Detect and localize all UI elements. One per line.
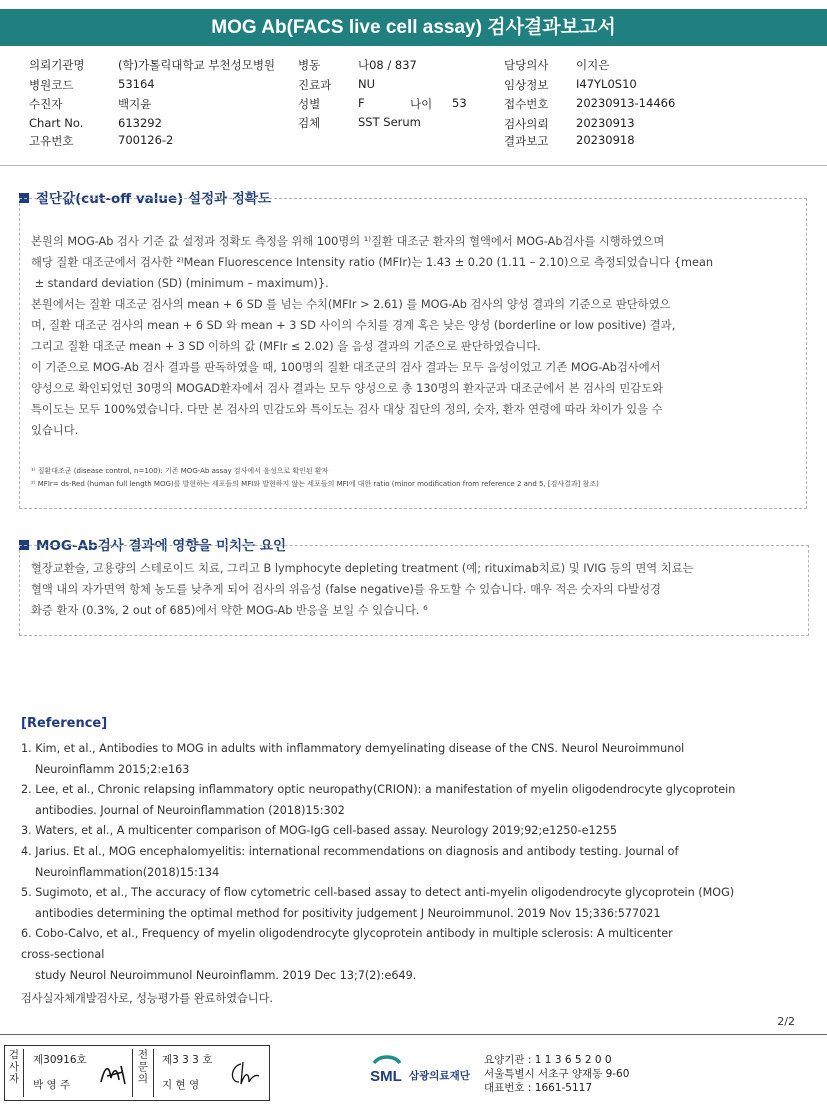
reference-line: cross-sectional: [21, 947, 105, 961]
page-number: 2/2: [777, 1015, 795, 1028]
dept-value: NU: [358, 77, 376, 91]
reference-line: Neuroinflamm 2015;2:e163: [35, 762, 190, 776]
org-logo: [366, 1051, 406, 1091]
age-value: 53: [452, 96, 467, 110]
org-name: 삼광의료재단: [409, 1070, 470, 1082]
reference-line: 3. Waters, et al., A multicenter comparison of MOG-IgG cell-based assay. Neurology 2019;92;e1250-e1255: [21, 824, 617, 838]
reference-line: 2. Lee, et al., Chronic relapsing inflammatory optic neuropathy(CRION): a manifestation of myelin oligodendrocyte glycoprotein: [21, 783, 736, 797]
reference-line: antibodies determining the optimal method for positivity judgement J Neuroimmunol. 2019 Nov 15;336:577021: [35, 906, 661, 920]
specialist-license: 제3 3 3 호: [162, 1054, 213, 1066]
receipt-value: 20230913-14466: [576, 96, 676, 110]
reference-line: 5. Sugimoto, et al., The accuracy of flow cytometric cell-based assay to detect anti-myelin oligodendrocyte glycoprotein (MOG): [21, 886, 735, 900]
footnote-1: ¹⁾ 질환대조군 (disease control, n=100): 기존 MOG-Ab assay 검사에서 음성으로 확인된 환자: [31, 467, 329, 475]
reference-line: 1. Kim, et al., Antibodies to MOG in adults with inflammatory demyelinating disease of the CNS. Neurol Neuroimmunol: [21, 742, 685, 755]
validation-note: 검사실자체개발검사로, 성능평가를 완료하였습니다.: [21, 992, 273, 1006]
sex-value: F: [358, 96, 365, 110]
section1-line: 본원의 MOG-Ab 검사 기준 값 설정과 정확도 측정을 위해 100명의 ¹⁾질환 대조군 환자의 혈액에서 MOG-Ab검사를 시행하였으며: [31, 235, 665, 248]
age-label: 나이: [410, 97, 433, 111]
uid-value: 700126-2: [118, 133, 174, 147]
header-divider: [0, 165, 827, 166]
clinical-value: I47YL0S10: [576, 77, 637, 91]
section2-line: 화증 환자 (0.3%, 2 out of 685)에서 약한 MOG-Ab 반응을 보일 수 있습니다. ⁶: [31, 604, 428, 617]
section1-line: 특이도는 모두 100%였습니다. 다만 본 검사의 민감도와 특이도는 검사 대상 집단의 정의, 숫자, 환자 연령에 따라 차이가 있을 수: [31, 403, 663, 416]
ward-value: 나08 / 837: [358, 58, 417, 72]
section2-line: 혈액 내의 자가면역 항체 농도를 낮추게 되어 검사의 위음성 (false negative)를 유도할 수 있습니다. 매우 적은 숫자의 다발성경: [31, 583, 661, 596]
requester-label: 의뢰기관명: [29, 58, 85, 72]
section1-line: ± standard deviation (SD) (minimum – maximum)}.: [31, 277, 329, 290]
section1-line: 이 기준으로 MOG-Ab 검사 결과를 판독하였을 때, 100명의 질환 대조군의 검사 결과는 모두 음성이었고 기존 MOG-Ab검사에서: [31, 361, 661, 374]
requester-value: (학)가톨릭대학교 부천성모병원: [118, 58, 276, 72]
patient-value: 백지윤: [118, 97, 152, 111]
clinical-label: 임상정보: [504, 78, 549, 92]
reference-list: [21, 739, 811, 1010]
reference-line: study Neurol Neuroimmunol Neuroinflamm. 2019 Dec 13;7(2):e649.: [35, 968, 417, 982]
reference-heading: [Reference]: [21, 716, 108, 731]
report-title: MOG Ab(FACS live cell assay) 검사결과보고서: [0, 9, 827, 46]
org-institution: 요양기관 : 1 1 3 6 5 2 0 0: [484, 1054, 612, 1066]
specialist-label: 전문의: [132, 1049, 154, 1097]
section1-line: 그리고 질환 대조군 mean + 3 SD 이하의 값 (MFIr ≤ 2.02) 을 음성 결과의 기준으로 판단하였습니다.: [31, 340, 541, 353]
section1-line: 있습니다.: [31, 424, 79, 437]
doctor-value: 이지은: [576, 58, 610, 72]
footnote-2: ²⁾ MFIr= ds-Red (human full length MOG)를 발현하는 세포들의 MFI와 발현하지 않는 세포들의 MFI에 대한 ratio (minor modification from reference 2 and 5, [검사결과] 참조): [31, 480, 599, 488]
section2-line: 혈장교환술, 고용량의 스테로이드 치료, 그리고 B lymphocyte depleting treatment (예; rituximab치료) 및 IVIG 등의 면역 치료는: [31, 562, 694, 575]
section1-line: 양성으로 확인되었던 30명의 MOGAD환자에서 검사 결과는 모두 양성으로 총 130명의 환자군과 대조군에서 본 검사의 민감도와: [31, 382, 664, 395]
inspector-label: 검사자: [5, 1049, 24, 1097]
code-value: 53164: [118, 77, 155, 91]
inspector-license: 제30916호: [33, 1054, 87, 1066]
footer-divider: [0, 1034, 827, 1035]
org-address: 서울특별시 서초구 양재동 9-60: [484, 1068, 630, 1080]
inspector-signature: [97, 1060, 129, 1088]
reference-line: 6. Cobo-Calvo, et al., Frequency of myelin oligodendrocyte glycoprotein antibody in multiple sclerosis: A multicenter: [21, 927, 673, 941]
section1-line: 며, 질환 대조군 검사의 mean + 6 SD 와 mean + 3 SD 사이의 수치를 경계 혹은 낮은 양성 (borderline or low positive) 결과,: [31, 319, 676, 332]
section2-title: MOG-Ab검사 결과에 영향을 미치는 요인: [19, 534, 286, 554]
receipt-label: 접수번호: [504, 97, 549, 111]
specimen-label: 검체: [298, 116, 321, 130]
request-date-value: 20230913: [576, 116, 635, 130]
dept-label: 진료과: [298, 78, 332, 92]
chart-value: 613292: [118, 116, 162, 130]
doctor-label: 담당의사: [504, 58, 549, 72]
specialist-name: 지 현 영: [162, 1079, 200, 1091]
chart-label: Chart No.: [29, 116, 84, 130]
patient-label: 수진자: [29, 97, 63, 111]
inspector-name: 박 영 주: [33, 1079, 71, 1091]
reference-line: Neuroinflammation(2018)15:134: [35, 865, 220, 879]
uid-label: 고유번호: [29, 134, 74, 148]
report-date-label: 결과보고: [504, 134, 549, 148]
reference-line: antibodies. Journal of Neuroinflammation (2018)15:302: [35, 803, 345, 817]
section1-line: 해당 질환 대조군에서 검사한 ²⁾Mean Fluorescence Intensity ratio (MFIr)는 1.43 ± 0.20 (1.11 – 2.10)으로 측정되었습니다 {mean: [31, 256, 714, 269]
specialist-signature: [227, 1058, 263, 1088]
ward-label: 병동: [298, 58, 321, 72]
request-date-label: 검사의뢰: [504, 117, 549, 131]
section1-line: 본원에서는 질환 대조군 검사의 mean + 6 SD 를 넘는 수치(MFIr > 2.61) 를 MOG-Ab 검사의 양성 결과의 기준으로 판단하였으: [31, 298, 671, 311]
section1-body: [31, 231, 801, 441]
code-label: 병원코드: [29, 78, 74, 92]
signature-box: [4, 1045, 270, 1101]
section1-title: 절단값(cut-off value) 설정과 정확도: [19, 187, 271, 207]
report-date-value: 20230918: [576, 133, 635, 147]
reference-line: 4. Jarius. Et al., MOG encephalomyelitis: international recommendations on diagnosis and antibody testing. Journal of: [21, 844, 679, 858]
section2-body: [31, 558, 801, 621]
specimen-value: SST Serum: [358, 115, 421, 129]
sml-logo-icon: [366, 1051, 406, 1091]
svg-text:SML: SML: [370, 1068, 402, 1085]
sex-label: 성별: [298, 97, 321, 111]
org-phone: 대표번호 : 1661-5117: [484, 1082, 593, 1094]
